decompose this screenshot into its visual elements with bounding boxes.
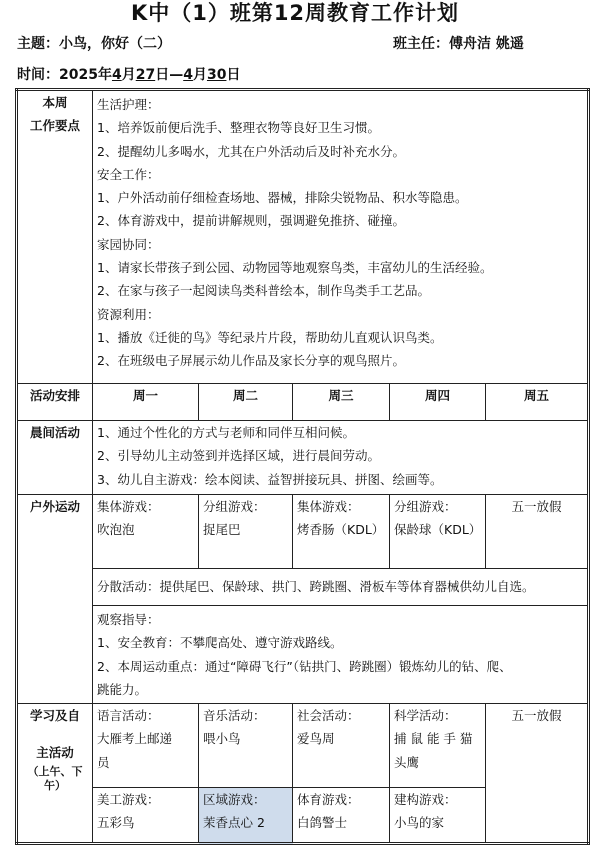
week-key-line: 2、在家与孩子一起阅读鸟类科普绘本，制作鸟类手工艺品。 [97,283,430,299]
study-name: 捕 鼠 能 手 猫 [394,731,473,747]
study-holiday: 五一放假 [486,704,589,844]
study-type: 语言活动： [97,708,160,723]
outdoor-holiday: 五一放假 [486,495,589,569]
week-key-line: 1、播放《迁徙的鸟》等纪录片片段，帮助幼儿直观认识鸟类。 [97,329,443,345]
free-play-text: 分散活动：提供尾巴、保龄球、拱门、跨跳圈、滑板车等体育器械供幼儿自选。 [97,579,535,595]
week-key-line: 家园协同： [97,236,160,252]
week-key-line: 1、培养饭前便后洗手、整理衣物等良好卫生习惯。 [97,120,380,136]
game-type: 集体游戏： [97,499,160,514]
time-info [17,66,240,84]
study-label-line: 午） [44,778,66,792]
week-key-line: 安全工作： [97,166,160,182]
game-name: 保龄球（KDL） [394,522,482,538]
time-month-end: 4 [183,67,193,83]
week-key-label [17,90,93,384]
study-type: 美工游戏： [97,792,160,807]
time-month-start: 4 [111,67,122,83]
study-label-line: 学习及自 [29,708,80,723]
study-name: 五彩鸟 [97,815,135,831]
study-cell-wed-2 [293,788,390,844]
study-name: 茉香点心 2 [203,815,265,831]
time-day-unit: 日 [226,67,241,83]
observe-line: 1、安全教育：不攀爬高处、遵守游戏路线。 [97,635,343,651]
outdoor-observe [93,606,589,704]
game-name: 捉尾巴 [203,522,241,538]
study-cell-thu [390,704,486,788]
study-cell-mon-2 [93,788,199,844]
morning-line: 1、通过个性化的方式与老师和同伴互相问候。 [97,425,355,440]
week-key-line: 1、请家长带孩子到公园、动物园等地观察鸟类，丰富幼儿的生活经验。 [97,260,493,276]
outdoor-game-thu [390,495,486,569]
study-cell-mon [93,704,199,788]
week-key-line: 2、体育游戏中，提前讲解规则，强调避免推挤、碰撞。 [97,213,405,229]
study-label [17,704,93,844]
outdoor-observe-row [17,606,589,704]
schedule-header-row [17,384,589,421]
observe-line: 观察指导： [97,612,160,627]
time-day-start: 27 [135,67,156,83]
schedule-label: 活动安排 [17,384,93,421]
study-label-line: （上午、下 [27,764,83,778]
teacher-info [393,35,524,53]
time-day-end: 30 [206,67,227,83]
day-header-wed: 周三 [293,384,390,421]
teacher-label: 班主任： [393,36,449,52]
study-type: 社会活动： [297,708,360,723]
theme-info [17,35,171,53]
time-month-unit-end: 月 [192,67,207,83]
morning-line: 3、幼儿自主游戏：绘本阅读、益智拼接玩具、拼图、绘画等。 [97,471,443,487]
observe-line: 跳能力。 [97,681,148,697]
week-key-line: 生活护理： [97,97,160,112]
study-type: 区域游戏： [203,792,266,807]
week-key-content [93,90,589,384]
week-key-line: 2、在班级电子屏展示幼儿作品及家长分享的观鸟照片。 [97,353,405,369]
game-type: 分组游戏： [203,499,266,514]
study-name: 小鸟的家 [394,815,445,831]
study-type: 建构游戏： [394,792,457,807]
time-prefix: 2025年 [59,67,112,83]
theme-label: 主题： [17,36,59,52]
page-title: K中（1）班第12周教育工作计划 [130,1,460,25]
observe-line: 2、本周运动重点：通过“障碍飞行”（钻拱门、跨跳圈）锻炼幼儿的钻、爬、 [97,658,512,674]
outdoor-game-wed [293,495,390,569]
study-name: 大雁考上邮递 [97,731,173,747]
outdoor-game-mon [93,495,199,569]
game-type: 集体游戏： [297,499,360,514]
outdoor-label: 户外运动 [17,495,93,704]
game-name: 吹泡泡 [97,522,135,538]
morning-label: 晨间活动 [17,421,93,495]
day-header-mon: 周一 [93,384,199,421]
time-separator: 日— [155,67,184,83]
study-cell-wed [293,704,390,788]
plan-table [15,88,590,845]
week-key-label-line2: 工作要点 [29,118,80,134]
theme-value: 小鸟，你好（二） [59,36,171,52]
study-type: 科学活动： [394,708,457,723]
study-cell-tue-2-highlighted [199,788,293,844]
time-month-unit: 月 [121,67,136,83]
day-header-fri: 周五 [486,384,589,421]
study-name: 员 [97,754,110,770]
study-name: 爱鸟周 [297,731,335,747]
study-cell-tue [199,704,293,788]
outdoor-free-play [93,569,589,606]
day-header-tue: 周二 [199,384,293,421]
week-key-row [17,90,589,384]
game-type: 分组游戏： [394,499,457,514]
week-key-line: 1、户外活动前仔细检查场地、器械，排除尖锐物品、积水等隐患。 [97,190,468,206]
outdoor-free-row [17,569,589,606]
game-name: 烤香肠（KDL） [297,522,385,538]
teacher-names: 傅舟洁 姚遥 [449,36,524,52]
study-type: 音乐活动： [203,708,266,723]
study-row-1 [17,704,589,788]
week-key-line: 资源利用： [97,306,160,322]
morning-content [93,421,589,495]
week-key-line: 2、提醒幼儿多喝水，尤其在户外活动后及时补充水分。 [97,143,405,159]
study-name: 头鹰 [394,754,420,770]
study-name: 喂小鸟 [203,731,241,747]
study-cell-thu-2 [390,788,486,844]
day-header-thu: 周四 [390,384,486,421]
study-type: 体育游戏： [297,792,360,807]
morning-line: 2、引导幼儿主动签到并选择区域，进行晨间劳动。 [97,448,380,464]
study-label-line: 主活动 [36,745,74,761]
week-key-label-line1: 本周 [42,95,68,110]
time-label: 时间： [17,67,59,83]
morning-row [17,421,589,495]
study-name: 白鸽警士 [297,815,348,831]
outdoor-games-row [17,495,589,569]
outdoor-game-tue [199,495,293,569]
